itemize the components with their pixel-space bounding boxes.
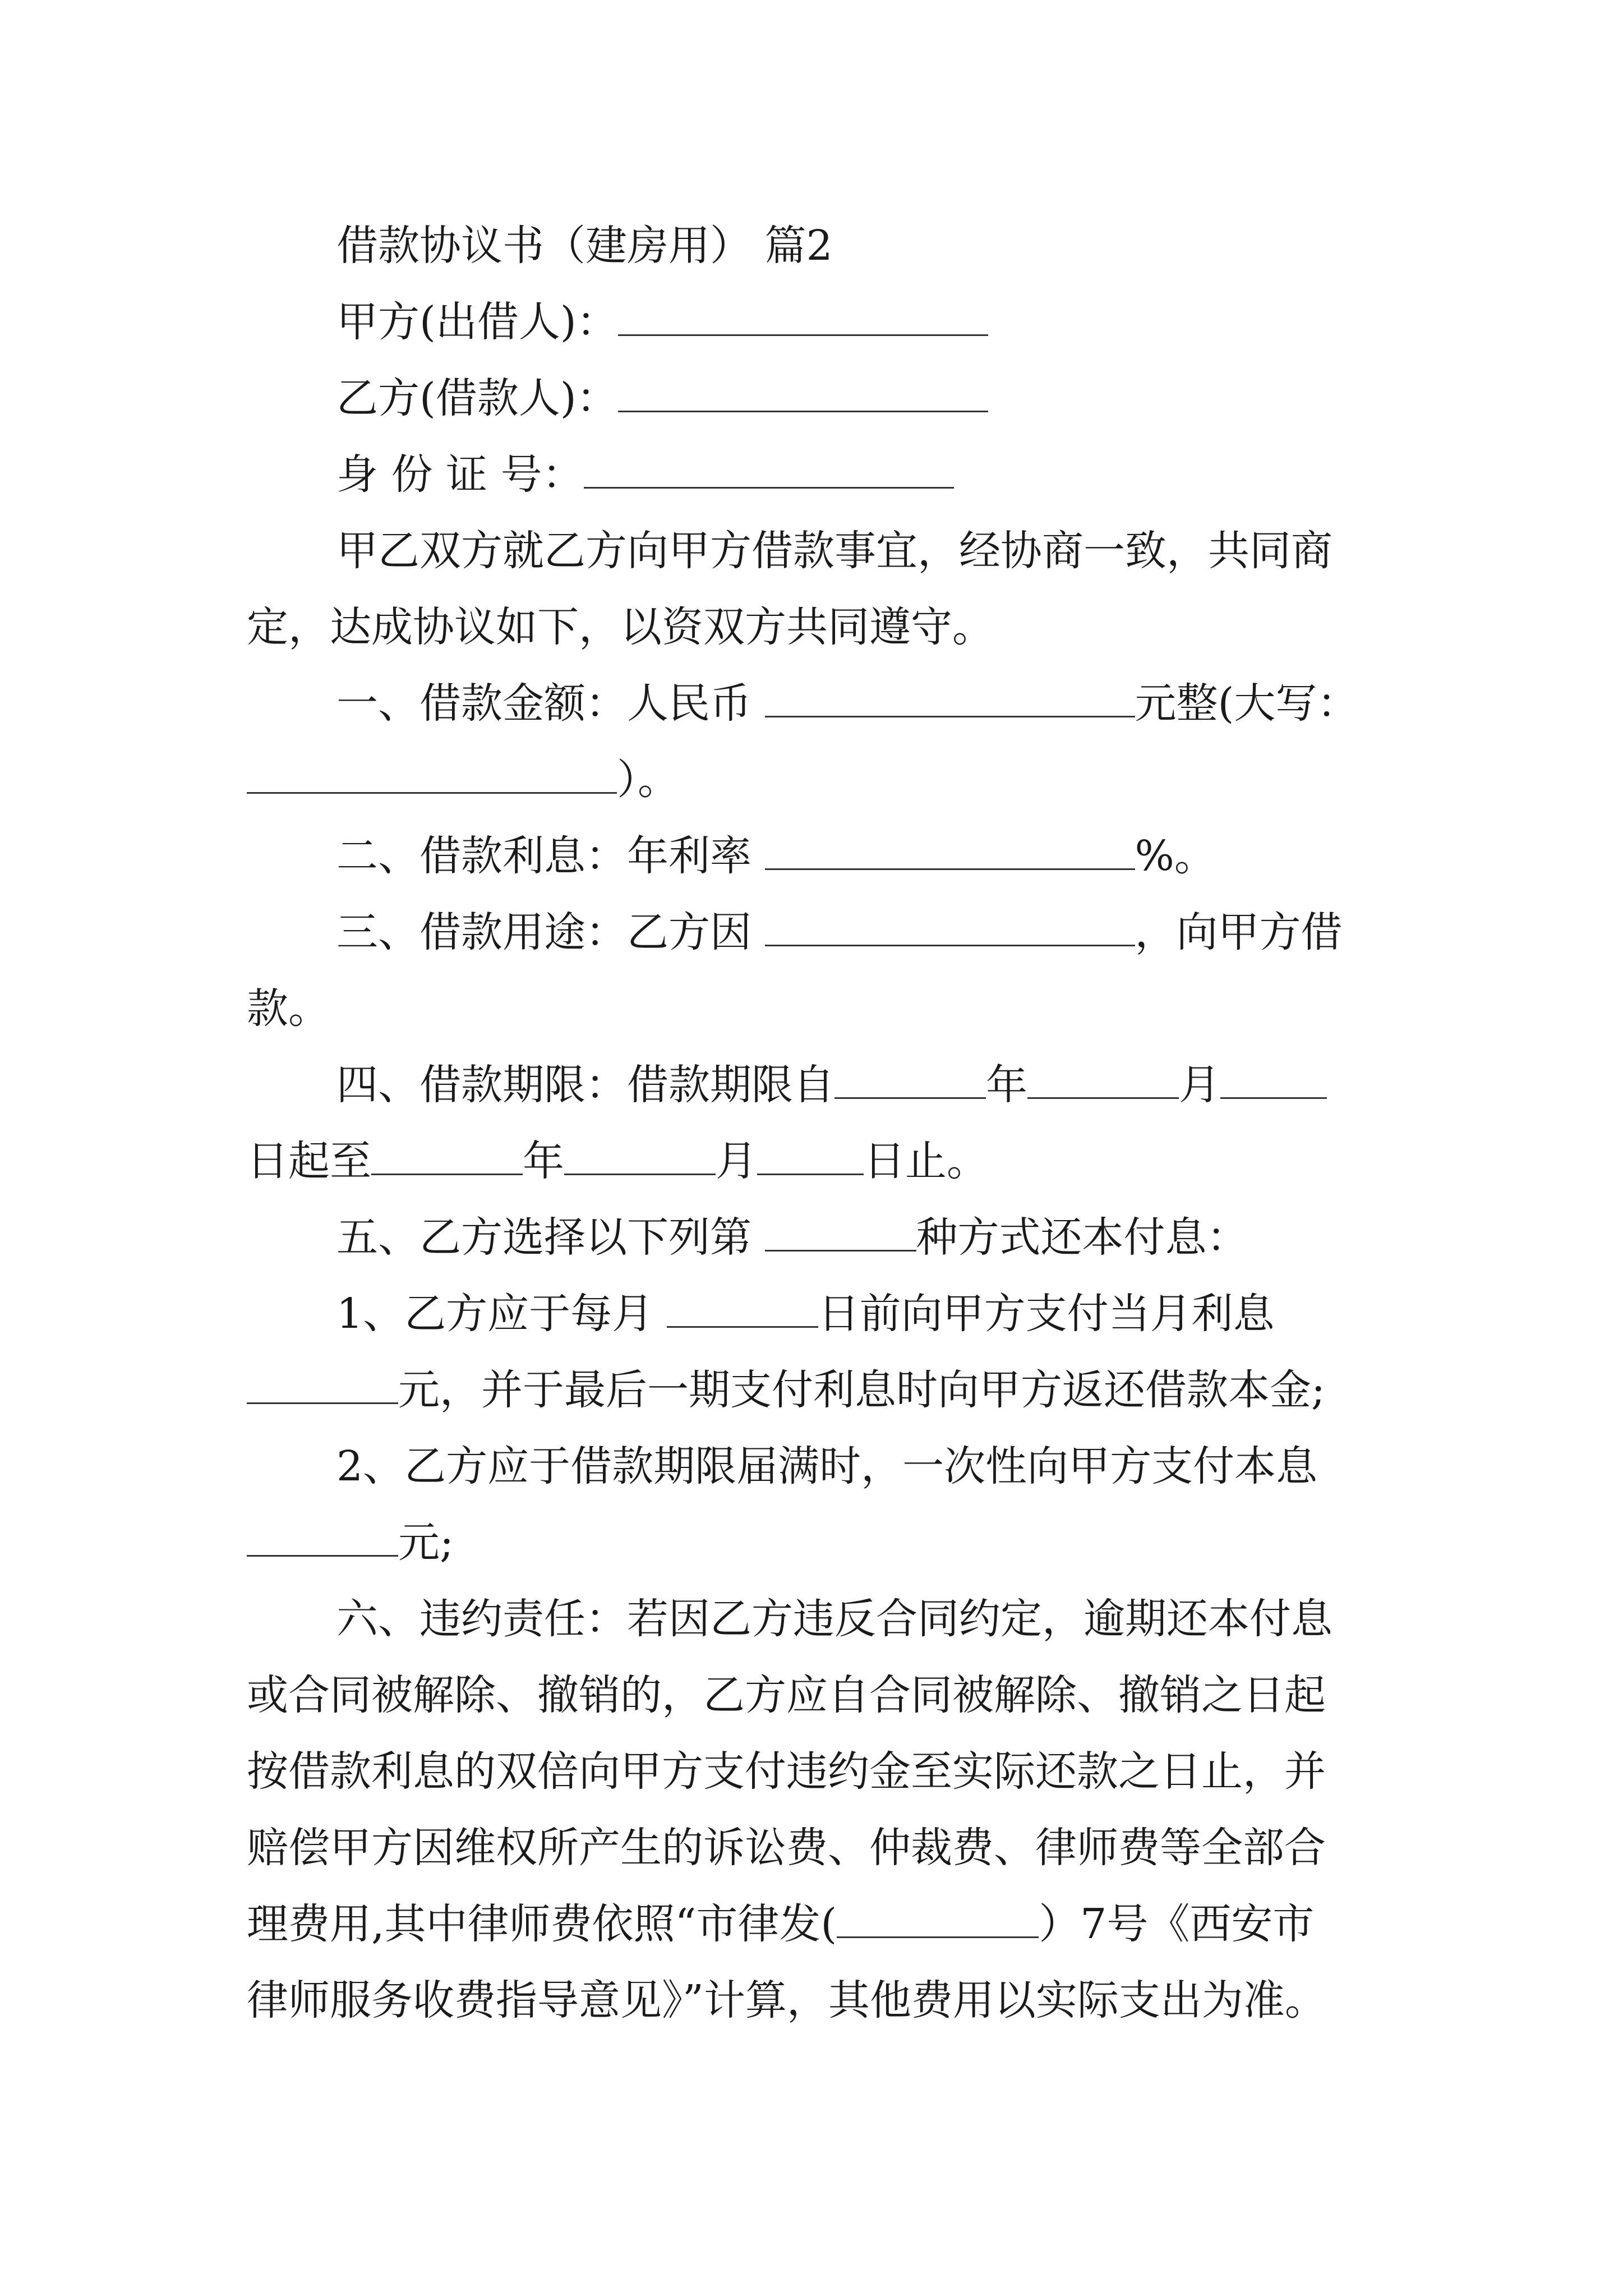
start-month-blank[interactable]	[1027, 1060, 1179, 1099]
party-a-blank[interactable]	[618, 297, 988, 336]
end-year-blank[interactable]	[371, 1137, 523, 1175]
id-number-line: 身 份 证 号：	[336, 436, 954, 513]
intro-line-1: 甲乙双方就乙方向甲方借款事宜，经协商一致，共同商	[336, 527, 1332, 575]
clause-6-line-1: 六、违约责任：若因乙方违反合同约定，逾期还本付息	[336, 1595, 1332, 1643]
clause-6-line-3: 按借款利息的双倍向甲方支付违约金至实际还款之日止，并	[247, 1747, 1326, 1796]
start-year-blank[interactable]	[834, 1060, 986, 1099]
party-a-line: 甲方(出借人)：	[336, 284, 988, 360]
end-month-blank[interactable]	[564, 1137, 716, 1175]
loan-purpose-blank[interactable]	[765, 908, 1135, 946]
amount-blank[interactable]	[765, 679, 1135, 717]
id-number-blank[interactable]	[584, 450, 954, 489]
party-b-line: 乙方(借款人)：	[336, 360, 988, 436]
monthly-interest-blank[interactable]	[247, 1365, 398, 1404]
clause-6-line-4: 赔偿甲方因维权所产生的诉讼费、仲裁费、律师费等全部合	[247, 1824, 1326, 1872]
repayment-method-blank[interactable]	[765, 1213, 916, 1251]
start-day-blank[interactable]	[1220, 1060, 1327, 1099]
option-1-line-1: 1、乙方应于每月 日前向甲方支付当月利息	[336, 1290, 1275, 1338]
intro-line-2: 定，达成协议如下，以资双方共同遵守。	[247, 603, 994, 651]
document-title: 借款协议书（建房用） 篇2	[336, 222, 833, 270]
clause-2-line: 二、借款利息：年利率 %。	[336, 832, 1216, 880]
clause-6-line-2: 或合同被解除、撤销的，乙方应自合同被解除、撤销之日起	[247, 1671, 1326, 1719]
clause-1-line-1: 一、借款金额：人民币 元整(大写：	[336, 679, 1359, 728]
clause-3-line-2: 款。	[247, 984, 330, 1033]
clause-1-line-2: ）。	[247, 742, 679, 818]
interest-rate-blank[interactable]	[765, 831, 1135, 870]
clause-3-line-1: 三、借款用途：乙方因 ，向甲方借	[336, 908, 1343, 956]
option-2-line-2: 元;	[247, 1504, 454, 1581]
total-repayment-blank[interactable]	[247, 1518, 398, 1557]
document-number-blank[interactable]	[837, 1899, 1039, 1938]
clause-6-line-6: 律师服务收费指导意见》”计算，其他费用以实际支出为准。	[247, 1976, 1326, 2024]
amount-uppercase-blank[interactable]	[247, 755, 617, 794]
monthly-day-blank[interactable]	[667, 1289, 818, 1328]
clause-4-line-1: 四、借款期限：借款期限自 年 月	[336, 1047, 1327, 1123]
clause-5-line: 五、乙方选择以下列第 种方式还本付息：	[336, 1213, 1248, 1262]
party-b-blank[interactable]	[618, 374, 988, 412]
clause-4-line-2: 日起至 年 月 日止。	[247, 1137, 988, 1185]
option-2-line-1: 2、乙方应于借款期限届满时，一次性向甲方支付本息	[336, 1442, 1318, 1490]
option-1-line-2: 元，并于最后一期支付利息时向甲方返还借款本金;	[247, 1352, 1325, 1428]
clause-6-line-5: 理费用,其中律师费依照“市律发( ）7号《西安市	[247, 1900, 1315, 1948]
end-day-blank[interactable]	[757, 1137, 864, 1175]
